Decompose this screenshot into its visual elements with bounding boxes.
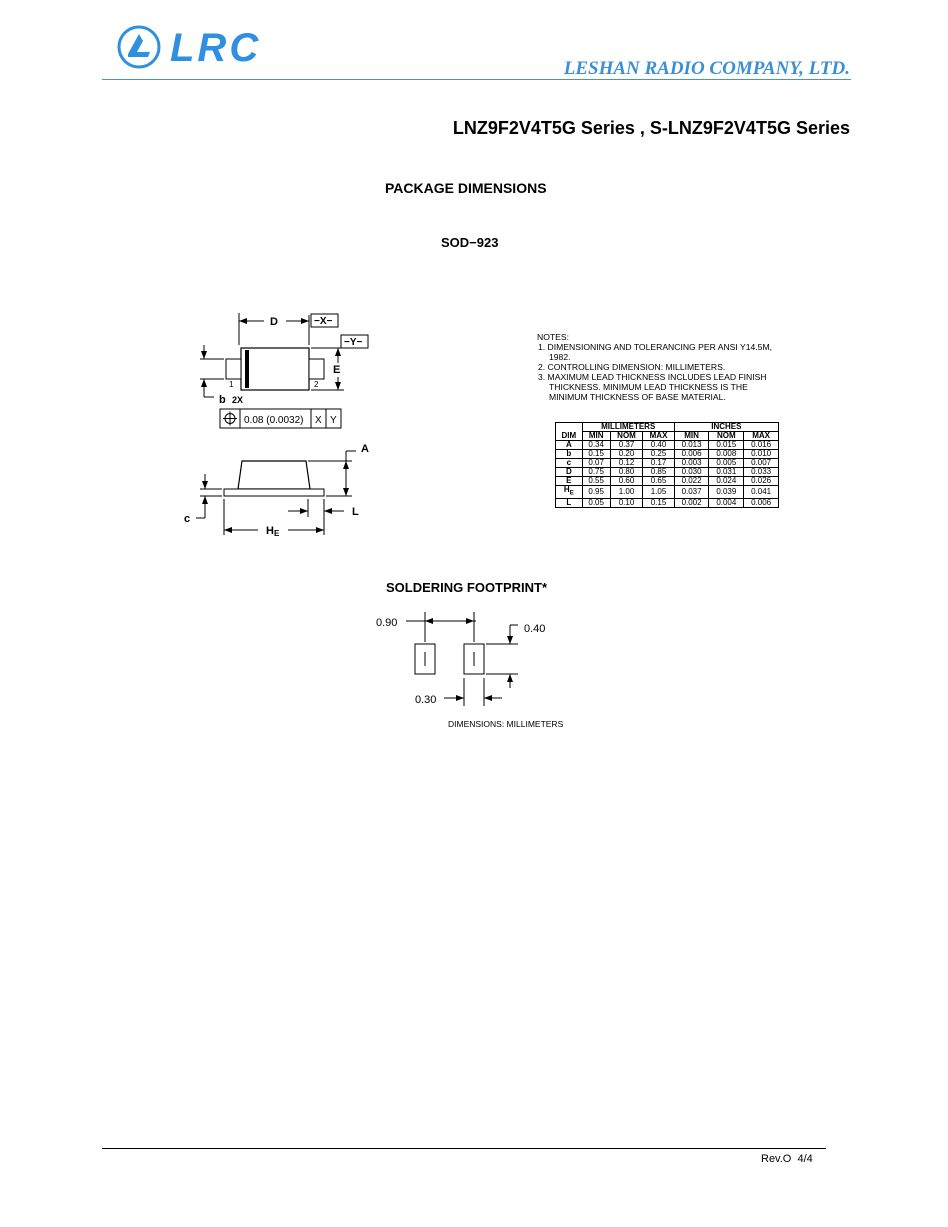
pin-2-label: 2 (314, 380, 319, 389)
side-body (238, 461, 310, 489)
value-cell: 1.05 (643, 486, 674, 499)
value-cell: 0.003 (674, 459, 709, 468)
value-cell: 0.80 (610, 468, 643, 477)
value-cell: 0.037 (674, 486, 709, 499)
top-view-drawing (180, 305, 380, 435)
dim-he-subscript: E (273, 529, 280, 538)
value-cell: 0.006 (674, 450, 709, 459)
note-1: 1. DIMENSIONING AND TOLERANCING PER ANSI Y14.5M, 1982. (538, 342, 773, 362)
value-cell: 0.10 (610, 498, 643, 507)
dimension-table (555, 422, 779, 508)
value-cell: 1.00 (610, 486, 643, 499)
value-cell: 0.15 (643, 498, 674, 507)
value-cell: 0.40 (643, 441, 674, 450)
col-dim-header: DIM (556, 423, 583, 441)
lead-right (309, 359, 324, 379)
dim-c-label: c (184, 513, 191, 525)
dim-subscript: E (569, 490, 574, 497)
footprint-caption: DIMENSIONS: MILLIMETERS (448, 719, 564, 729)
dim-l-label: L (352, 506, 359, 518)
value-cell: 0.07 (582, 459, 610, 468)
footer-divider (102, 1148, 826, 1149)
col-header: MAX (744, 432, 779, 441)
value-cell: 0.016 (744, 441, 779, 450)
side-lead (224, 489, 324, 496)
value-cell: 0.033 (744, 468, 779, 477)
value-cell: 0.031 (709, 468, 744, 477)
footprint-title: SOLDERING FOOTPRINT* (386, 580, 548, 595)
side-view-drawing (180, 437, 380, 541)
footprint-drawing (370, 608, 570, 712)
datum-x-label: −X− (314, 316, 333, 327)
value-cell: 0.05 (582, 498, 610, 507)
dim-cell: b (556, 450, 583, 459)
value-cell: 0.75 (582, 468, 610, 477)
footprint-dim-090: 0.90 (376, 617, 398, 629)
value-cell: 0.030 (674, 468, 709, 477)
value-cell: 0.007 (744, 459, 779, 468)
lead-left (226, 359, 241, 379)
dim-cell: A (556, 441, 583, 450)
dim-cell (556, 486, 583, 499)
dim-a-label: A (361, 443, 369, 455)
value-cell: 0.95 (582, 486, 610, 499)
value-cell: 0.20 (610, 450, 643, 459)
header-divider (102, 79, 851, 80)
dim-d-label: D (270, 316, 278, 328)
notes-block (537, 332, 777, 402)
value-cell: 0.039 (709, 486, 744, 499)
col-header: MAX (643, 432, 674, 441)
dim-b-2x: 2X (232, 395, 244, 405)
page-title: LNZ9F2V4T5G Series , S-LNZ9F2V4T5G Series (452, 118, 850, 138)
value-cell: 0.85 (643, 468, 674, 477)
value-cell: 0.12 (610, 459, 643, 468)
logo-emblem-icon (116, 24, 162, 70)
value-cell: 0.65 (643, 477, 674, 486)
value-cell: 0.002 (674, 498, 709, 507)
value-cell: 0.010 (744, 450, 779, 459)
value-cell: 0.55 (582, 477, 610, 486)
value-cell: 0.15 (582, 450, 610, 459)
col-header: NOM (709, 432, 744, 441)
dim-cell: E (556, 477, 583, 486)
value-cell: 0.026 (744, 477, 779, 486)
value-cell: 0.60 (610, 477, 643, 486)
table-row (556, 498, 779, 507)
value-cell: 0.015 (709, 441, 744, 450)
dim-cell: D (556, 468, 583, 477)
tolerance-y: Y (330, 415, 337, 426)
col-header: MIN (582, 432, 610, 441)
dim-cell: c (556, 459, 583, 468)
value-cell: 0.013 (674, 441, 709, 450)
value-cell: 0.37 (610, 441, 643, 450)
tolerance-x: X (315, 415, 322, 426)
group-inches: INCHES (674, 423, 778, 432)
group-millimeters: MILLIMETERS (582, 423, 674, 432)
value-cell: 0.024 (709, 477, 744, 486)
company-name: LESHAN RADIO COMPANY, LTD. (563, 58, 850, 79)
logo-text: LRC (170, 26, 262, 70)
value-cell: 0.005 (709, 459, 744, 468)
datum-y-label: −Y− (344, 337, 363, 348)
table-row (556, 477, 779, 486)
col-header: MIN (674, 432, 709, 441)
value-cell: 0.17 (643, 459, 674, 468)
note-2: 2. CONTROLLING DIMENSION: MILLIMETERS. (538, 362, 726, 372)
value-cell: 0.34 (582, 441, 610, 450)
dim-cell: L (556, 498, 583, 507)
value-cell: 0.006 (744, 498, 779, 507)
cathode-band (245, 350, 249, 388)
value-cell: 0.004 (709, 498, 744, 507)
notes-heading: NOTES: (537, 332, 569, 342)
value-cell: 0.008 (709, 450, 744, 459)
package-name: SOD−923 (441, 235, 499, 250)
footprint-dim-030: 0.30 (415, 694, 437, 706)
revision-page: Rev.O 4/4 (761, 1153, 813, 1165)
col-header: NOM (610, 432, 643, 441)
section-title: PACKAGE DIMENSIONS (385, 180, 547, 196)
footprint-dim-040: 0.40 (524, 623, 546, 635)
value-cell: 0.041 (744, 486, 779, 499)
value-cell: 0.022 (674, 477, 709, 486)
package-body (241, 348, 309, 390)
dim-b-label: b (219, 394, 226, 406)
table-row (556, 486, 779, 499)
dim-symbol: H (563, 485, 570, 494)
logo (116, 24, 276, 74)
note-3: 3. MAXIMUM LEAD THICKNESS INCLUDES LEAD FINISH THICKNESS. MINIMUM LEAD THICKNESS IS THE MINIMUM THICKNESS OF BASE MATERIAL. (538, 372, 767, 402)
value-cell: 0.25 (643, 450, 674, 459)
dim-e-label: E (333, 364, 341, 376)
pin-1-label: 1 (229, 380, 234, 389)
tolerance-value: 0.08 (0.0032) (244, 415, 304, 426)
dim-he-label: HE (266, 525, 280, 538)
